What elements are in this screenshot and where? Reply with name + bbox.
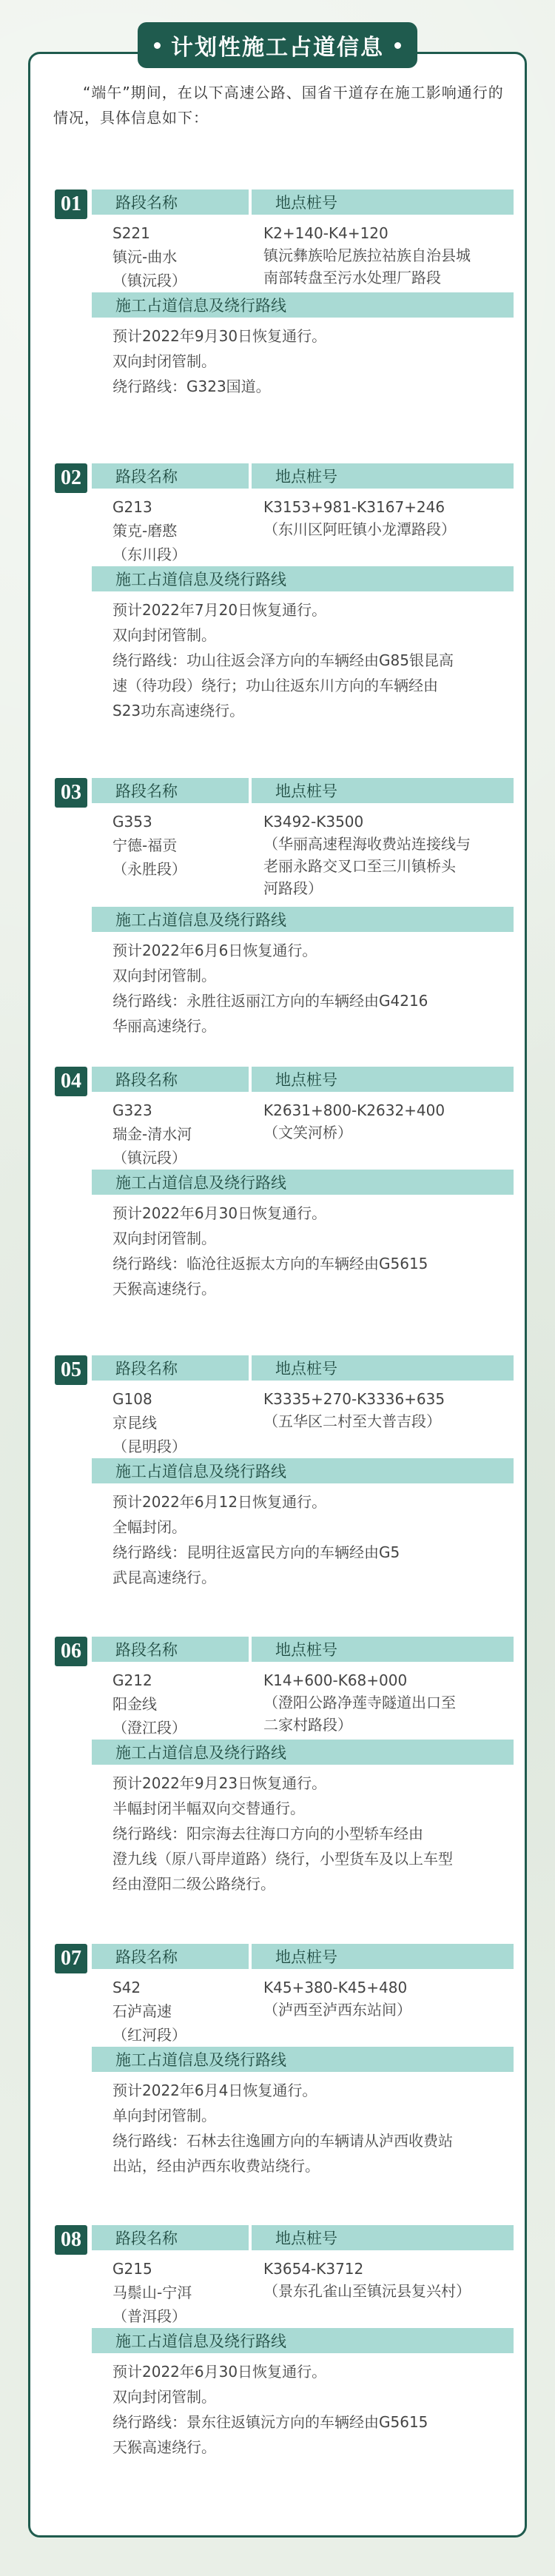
info-header: 施工占道信息及绕行路线: [92, 907, 514, 932]
info-text: [112, 2359, 517, 2460]
location-text: [263, 222, 512, 289]
location-line: （五华区二村至大普吉段）: [263, 1412, 441, 1430]
location-line: K2+140-K4+120: [263, 224, 388, 242]
road-name-header: 路段名称: [92, 1944, 249, 1969]
road-name-header: 路段名称: [92, 778, 249, 803]
info-text: [112, 323, 517, 399]
road-name-line: 石泸高速: [112, 2002, 172, 2020]
location-line: 二家村路段）: [263, 1716, 352, 1734]
location-header: 地点桩号: [252, 463, 514, 489]
info-text: [112, 2078, 517, 2178]
info-line: 绕行路线：功山往返会泽方向的车辆经由G85银昆高: [112, 651, 454, 669]
info-line: 双向封闭管制。: [112, 626, 216, 644]
location-line: （东川区阿旺镇小龙潭路段）: [263, 520, 456, 538]
section-number-badge: 07: [55, 1944, 87, 1973]
road-name-header: 路段名称: [92, 1355, 249, 1381]
road-name-line: 瑞金-清水河: [112, 1125, 192, 1143]
road-name-line: （红河段）: [112, 2026, 186, 2044]
location-line: K2631+800-K2632+400: [263, 1101, 445, 1119]
location-line: （景东孔雀山至镇沅县复兴村）: [263, 2282, 471, 2300]
info-line: 预计2022年6月12日恢复通行。: [112, 1493, 327, 1511]
info-line: 华丽高速绕行。: [112, 1017, 216, 1035]
info-line: 单向封闭管制。: [112, 2107, 216, 2124]
section-number-badge: 04: [55, 1067, 87, 1096]
road-name-line: G213: [112, 498, 152, 516]
road-name-line: S221: [112, 224, 150, 242]
info-line: 全幅封闭。: [112, 1518, 186, 1536]
info-line: 速（待功段）绕行；功山往返东川方向的车辆经由: [112, 677, 438, 694]
location-line: （华丽高速程海收费站连接线与: [263, 835, 471, 853]
road-name-line: 宁德-福贡: [112, 836, 178, 854]
info-line: 天猴高速绕行。: [112, 2438, 216, 2456]
info-line: 出站，经由泸西东收费站绕行。: [112, 2157, 320, 2175]
location-header: 地点桩号: [252, 1067, 514, 1092]
info-line: 经由澄阳二级公路绕行。: [112, 1875, 275, 1893]
location-text: [263, 496, 512, 540]
intro-text: “端午”期间，在以下高速公路、国省干道存在施工影响通行的情况，具体信息如下：: [53, 84, 504, 127]
location-line: K45+380-K45+480: [263, 1979, 408, 1996]
location-line: （泸西至泸西东站间）: [263, 2001, 411, 2019]
section-number-badge: 01: [55, 189, 87, 219]
location-text: [263, 2258, 512, 2302]
info-line: 双向封闭管制。: [112, 2388, 216, 2406]
section-number-badge: 02: [55, 463, 87, 493]
road-name-line: 京昆线: [112, 1414, 157, 1432]
road-name-line: （普洱段）: [112, 2307, 186, 2325]
title-banner: [138, 22, 417, 68]
info-line: 绕行路线：G323国道。: [112, 378, 271, 395]
section-number-badge: 05: [55, 1355, 87, 1385]
location-header: 地点桩号: [252, 2225, 514, 2250]
page-title: 计划性施工占道信息: [171, 35, 384, 61]
road-name-line: （东川段）: [112, 546, 186, 563]
road-name-line: G353: [112, 813, 152, 831]
info-header: 施工占道信息及绕行路线: [92, 2047, 514, 2072]
road-name-header: 路段名称: [92, 1637, 249, 1662]
location-text: [263, 1976, 512, 2021]
road-name-line: 镇沅-曲水: [112, 248, 178, 266]
info-line: S23功东高速绕行。: [112, 702, 245, 720]
section-number-badge: 03: [55, 778, 87, 808]
road-name-line: （镇沅段）: [112, 272, 186, 289]
info-line: 预计2022年7月20日恢复通行。: [112, 601, 327, 619]
info-text: [112, 938, 517, 1039]
road-name-line: 马鬃山-宁洱: [112, 2284, 192, 2301]
info-header: 施工占道信息及绕行路线: [92, 292, 514, 318]
location-line: （澄阳公路净莲寺隧道出口至: [263, 1694, 456, 1711]
info-line: 预计2022年6月30日恢复通行。: [112, 2363, 327, 2381]
info-line: 绕行路线：石林去往逸圃方向的车辆请从泸西收费站: [112, 2132, 453, 2150]
info-line: 双向封闭管制。: [112, 967, 216, 985]
info-line: 半幅封闭半幅双向交替通行。: [112, 1799, 305, 1817]
road-name-line: （昆明段）: [112, 1438, 186, 1455]
road-name-line: （镇沅段）: [112, 1149, 186, 1167]
location-text: [263, 811, 512, 899]
location-line: K3654-K3712: [263, 2260, 364, 2278]
info-text: [112, 597, 517, 723]
road-name-header: 路段名称: [92, 189, 249, 215]
road-name-line: G215: [112, 2260, 152, 2278]
info-line: 预计2022年6月30日恢复通行。: [112, 1204, 327, 1222]
info-header: 施工占道信息及绕行路线: [92, 1458, 514, 1483]
info-line: 预计2022年9月30日恢复通行。: [112, 327, 327, 345]
info-line: 双向封闭管制。: [112, 352, 216, 370]
info-line: 预计2022年6月6日恢复通行。: [112, 942, 317, 959]
info-text: [112, 1489, 517, 1590]
info-header: 施工占道信息及绕行路线: [92, 566, 514, 591]
road-name-line: G108: [112, 1390, 152, 1408]
info-text: [112, 1201, 517, 1301]
info-line: 预计2022年6月4日恢复通行。: [112, 2082, 317, 2099]
road-name-line: （永胜段）: [112, 860, 186, 878]
road-name-line: 策克-磨憨: [112, 522, 178, 540]
location-text: [263, 1099, 512, 1144]
info-line: 双向封闭管制。: [112, 1230, 216, 1247]
location-line: 河路段）: [263, 879, 323, 897]
info-header: 施工占道信息及绕行路线: [92, 2328, 514, 2353]
section-number-badge: 06: [55, 1637, 87, 1666]
info-line: 武昆高速绕行。: [112, 1569, 216, 1586]
road-name-line: G212: [112, 1671, 152, 1689]
location-line: K3335+270-K3336+635: [263, 1390, 445, 1408]
location-line: 老丽永路交叉口至三川镇桥头: [263, 857, 456, 875]
section-number-badge: 08: [55, 2225, 87, 2255]
location-header: 地点桩号: [252, 1355, 514, 1381]
info-header: 施工占道信息及绕行路线: [92, 1740, 514, 1765]
location-header: 地点桩号: [252, 1944, 514, 1969]
location-header: 地点桩号: [252, 189, 514, 215]
location-header: 地点桩号: [252, 778, 514, 803]
location-line: K3153+981-K3167+246: [263, 498, 445, 516]
location-line: （文笑河桥）: [263, 1124, 352, 1141]
info-line: 天猴高速绕行。: [112, 1280, 216, 1298]
info-line: 绕行路线：永胜往返丽江方向的车辆经由G4216: [112, 992, 428, 1010]
location-line: K14+600-K68+000: [263, 1671, 408, 1689]
location-text: [263, 1669, 512, 1736]
info-line: 绕行路线：临沧往返振太方向的车辆经由G5615: [112, 1255, 428, 1272]
road-name-line: 阳金线: [112, 1695, 157, 1713]
info-line: 澄九线（原八哥岸道路）绕行，小型货车及以上车型: [112, 1850, 453, 1868]
location-line: 南部转盘至污水处理厂路段: [263, 269, 441, 286]
location-header: 地点桩号: [252, 1637, 514, 1662]
info-line: 绕行路线：景东往返镇沅方向的车辆经由G5615: [112, 2413, 428, 2431]
road-name-line: G323: [112, 1101, 152, 1119]
location-line: 镇沅彝族哈尼族拉祜族自治县城: [263, 246, 471, 264]
road-name-line: （澄江段）: [112, 1719, 186, 1737]
info-line: 绕行路线：阳宗海去往海口方向的小型轿车经由: [112, 1825, 423, 1842]
road-name-header: 路段名称: [92, 463, 249, 489]
road-name-header: 路段名称: [92, 2225, 249, 2250]
info-header: 施工占道信息及绕行路线: [92, 1170, 514, 1195]
road-name-header: 路段名称: [92, 1067, 249, 1092]
location-text: [263, 1388, 512, 1432]
info-text: [112, 1771, 517, 1896]
location-line: K3492-K3500: [263, 813, 364, 831]
info-line: 绕行路线：昆明往返富民方向的车辆经由G5: [112, 1543, 400, 1561]
info-line: 预计2022年9月23日恢复通行。: [112, 1774, 327, 1792]
road-name-line: S42: [112, 1979, 141, 1996]
